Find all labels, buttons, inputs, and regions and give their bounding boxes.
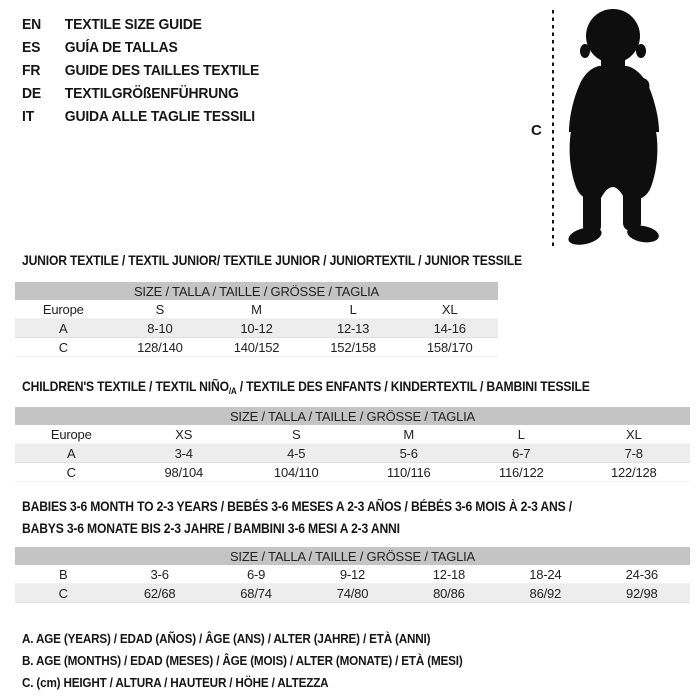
size-cell: 140/152 [208,338,305,357]
children-section-title [22,376,590,402]
junior-size-table [15,282,498,357]
height-measure-dotted-line [552,10,554,246]
size-cell: M [353,425,466,444]
language-title: GUIDA ALLE TAGLIE TESSILI [64,108,255,125]
size-cell: S [240,425,353,444]
size-cell: 74/80 [304,584,400,603]
size-cell: 6-7 [465,444,578,463]
size-cell: 18-24 [497,565,593,584]
language-title-list [22,13,277,128]
size-cell: L [465,425,578,444]
size-cell: XL [401,300,498,319]
babies-size-table [15,547,690,603]
footnote-age-months: B. AGE (MONTHS) / EDAD (MESES) / ÂGE (MOIS) / ALTER (MONATE) / ETÀ (MESI) [22,653,463,668]
size-cell: 6-9 [208,565,304,584]
toddler-silhouette-icon [563,6,695,248]
language-row [22,105,259,128]
size-cell: 7-8 [578,444,691,463]
size-cell: 152/158 [305,338,402,357]
size-cell: 92/98 [594,584,690,603]
children-title-pre: CHILDREN'S TEXTILE / TEXTIL NIÑO [22,379,229,394]
table-row [15,463,690,482]
language-code: DE [22,85,42,102]
language-title: TEXTILGRÖßENFÜHRUNG [64,85,239,102]
size-cell: 104/110 [240,463,353,482]
size-cell: 9-12 [304,565,400,584]
size-cell: 80/86 [401,584,497,603]
height-measure-label: C [531,122,542,139]
language-code: IT [22,108,35,125]
footnote-age-years: A. AGE (YEARS) / EDAD (AÑOS) / ÂGE (ANS) / ALTER (JAHRE) / ETÀ (ANNI) [22,631,431,646]
language-title: GUIDE DES TAILLES TEXTILE [64,62,260,79]
language-title: TEXTILE SIZE GUIDE [64,16,202,33]
size-cell: 12-18 [401,565,497,584]
size-table-header: SIZE / TALLA / TAILLE / GRÖSSE / TAGLIA [15,282,498,300]
footnote-height-cm: C. (cm) HEIGHT / ALTURA / HAUTEUR / HÖHE / ALTEZZA [22,675,329,690]
language-row [22,36,259,59]
size-cell: 4-5 [240,444,353,463]
size-cell: 5-6 [353,444,466,463]
row-label: A [15,319,112,338]
table-row [15,444,690,463]
size-cell: 98/104 [128,463,241,482]
table-row [15,425,690,444]
size-cell: 122/128 [578,463,691,482]
size-cell: 3-6 [111,565,207,584]
babies-title-line2: BABYS 3-6 MONATE BIS 2-3 JAHRE / BAMBINI 3-6 MESI A 2-3 ANNI [22,521,400,536]
row-label: C [15,584,111,603]
table-row [15,300,498,319]
row-label: A [15,444,128,463]
row-label: B [15,565,111,584]
size-cell: 86/92 [497,584,593,603]
size-cell: 128/140 [112,338,209,357]
row-label: Europe [15,425,128,444]
children-size-table [15,407,690,482]
babies-section-title [22,496,572,540]
babies-title-line1: BABIES 3-6 MONTH TO 2-3 YEARS / BEBÉS 3-6 MESES A 2-3 AÑOS / BÉBÉS 3-6 MOIS À 2-3 ANS / [22,499,572,514]
size-cell: 158/170 [401,338,498,357]
language-row [22,82,259,105]
children-title-post: / TEXTILE DES ENFANTS / KINDERTEXTIL / BAMBINI TESSILE [236,379,590,394]
junior-section-title: JUNIOR TEXTILE / TEXTIL JUNIOR/ TEXTILE JUNIOR / JUNIORTEXTIL / JUNIOR TESSILE [22,253,522,268]
size-cell: 116/122 [465,463,578,482]
size-cell: 110/116 [353,463,466,482]
table-header-row [15,407,690,425]
table-row [15,584,690,603]
row-label: C [15,463,128,482]
size-cell: S [112,300,209,319]
size-cell: 62/68 [111,584,207,603]
row-label: Europe [15,300,112,319]
table-header-row [15,547,690,565]
language-row [22,59,259,82]
table-row [15,338,498,357]
language-title: GUÍA DE TALLAS [64,39,178,56]
table-row [15,565,690,584]
size-cell: M [208,300,305,319]
size-cell: 14-16 [401,319,498,338]
size-cell: XL [578,425,691,444]
size-cell: 12-13 [305,319,402,338]
row-label: C [15,338,112,357]
children-title-subscript: /A [228,386,237,396]
language-code: ES [22,39,41,56]
size-table-header: SIZE / TALLA / TAILLE / GRÖSSE / TAGLIA [15,407,690,425]
size-cell: 24-36 [594,565,690,584]
size-table-header: SIZE / TALLA / TAILLE / GRÖSSE / TAGLIA [15,547,690,565]
size-cell: 10-12 [208,319,305,338]
footnote-legend [22,628,512,694]
language-code: FR [22,62,41,79]
table-row [15,319,498,338]
language-row [22,13,259,36]
size-cell: 3-4 [128,444,241,463]
size-cell: 8-10 [112,319,209,338]
size-cell: L [305,300,402,319]
table-header-row [15,282,498,300]
size-cell: 68/74 [208,584,304,603]
language-code: EN [22,16,42,33]
size-cell: XS [128,425,241,444]
